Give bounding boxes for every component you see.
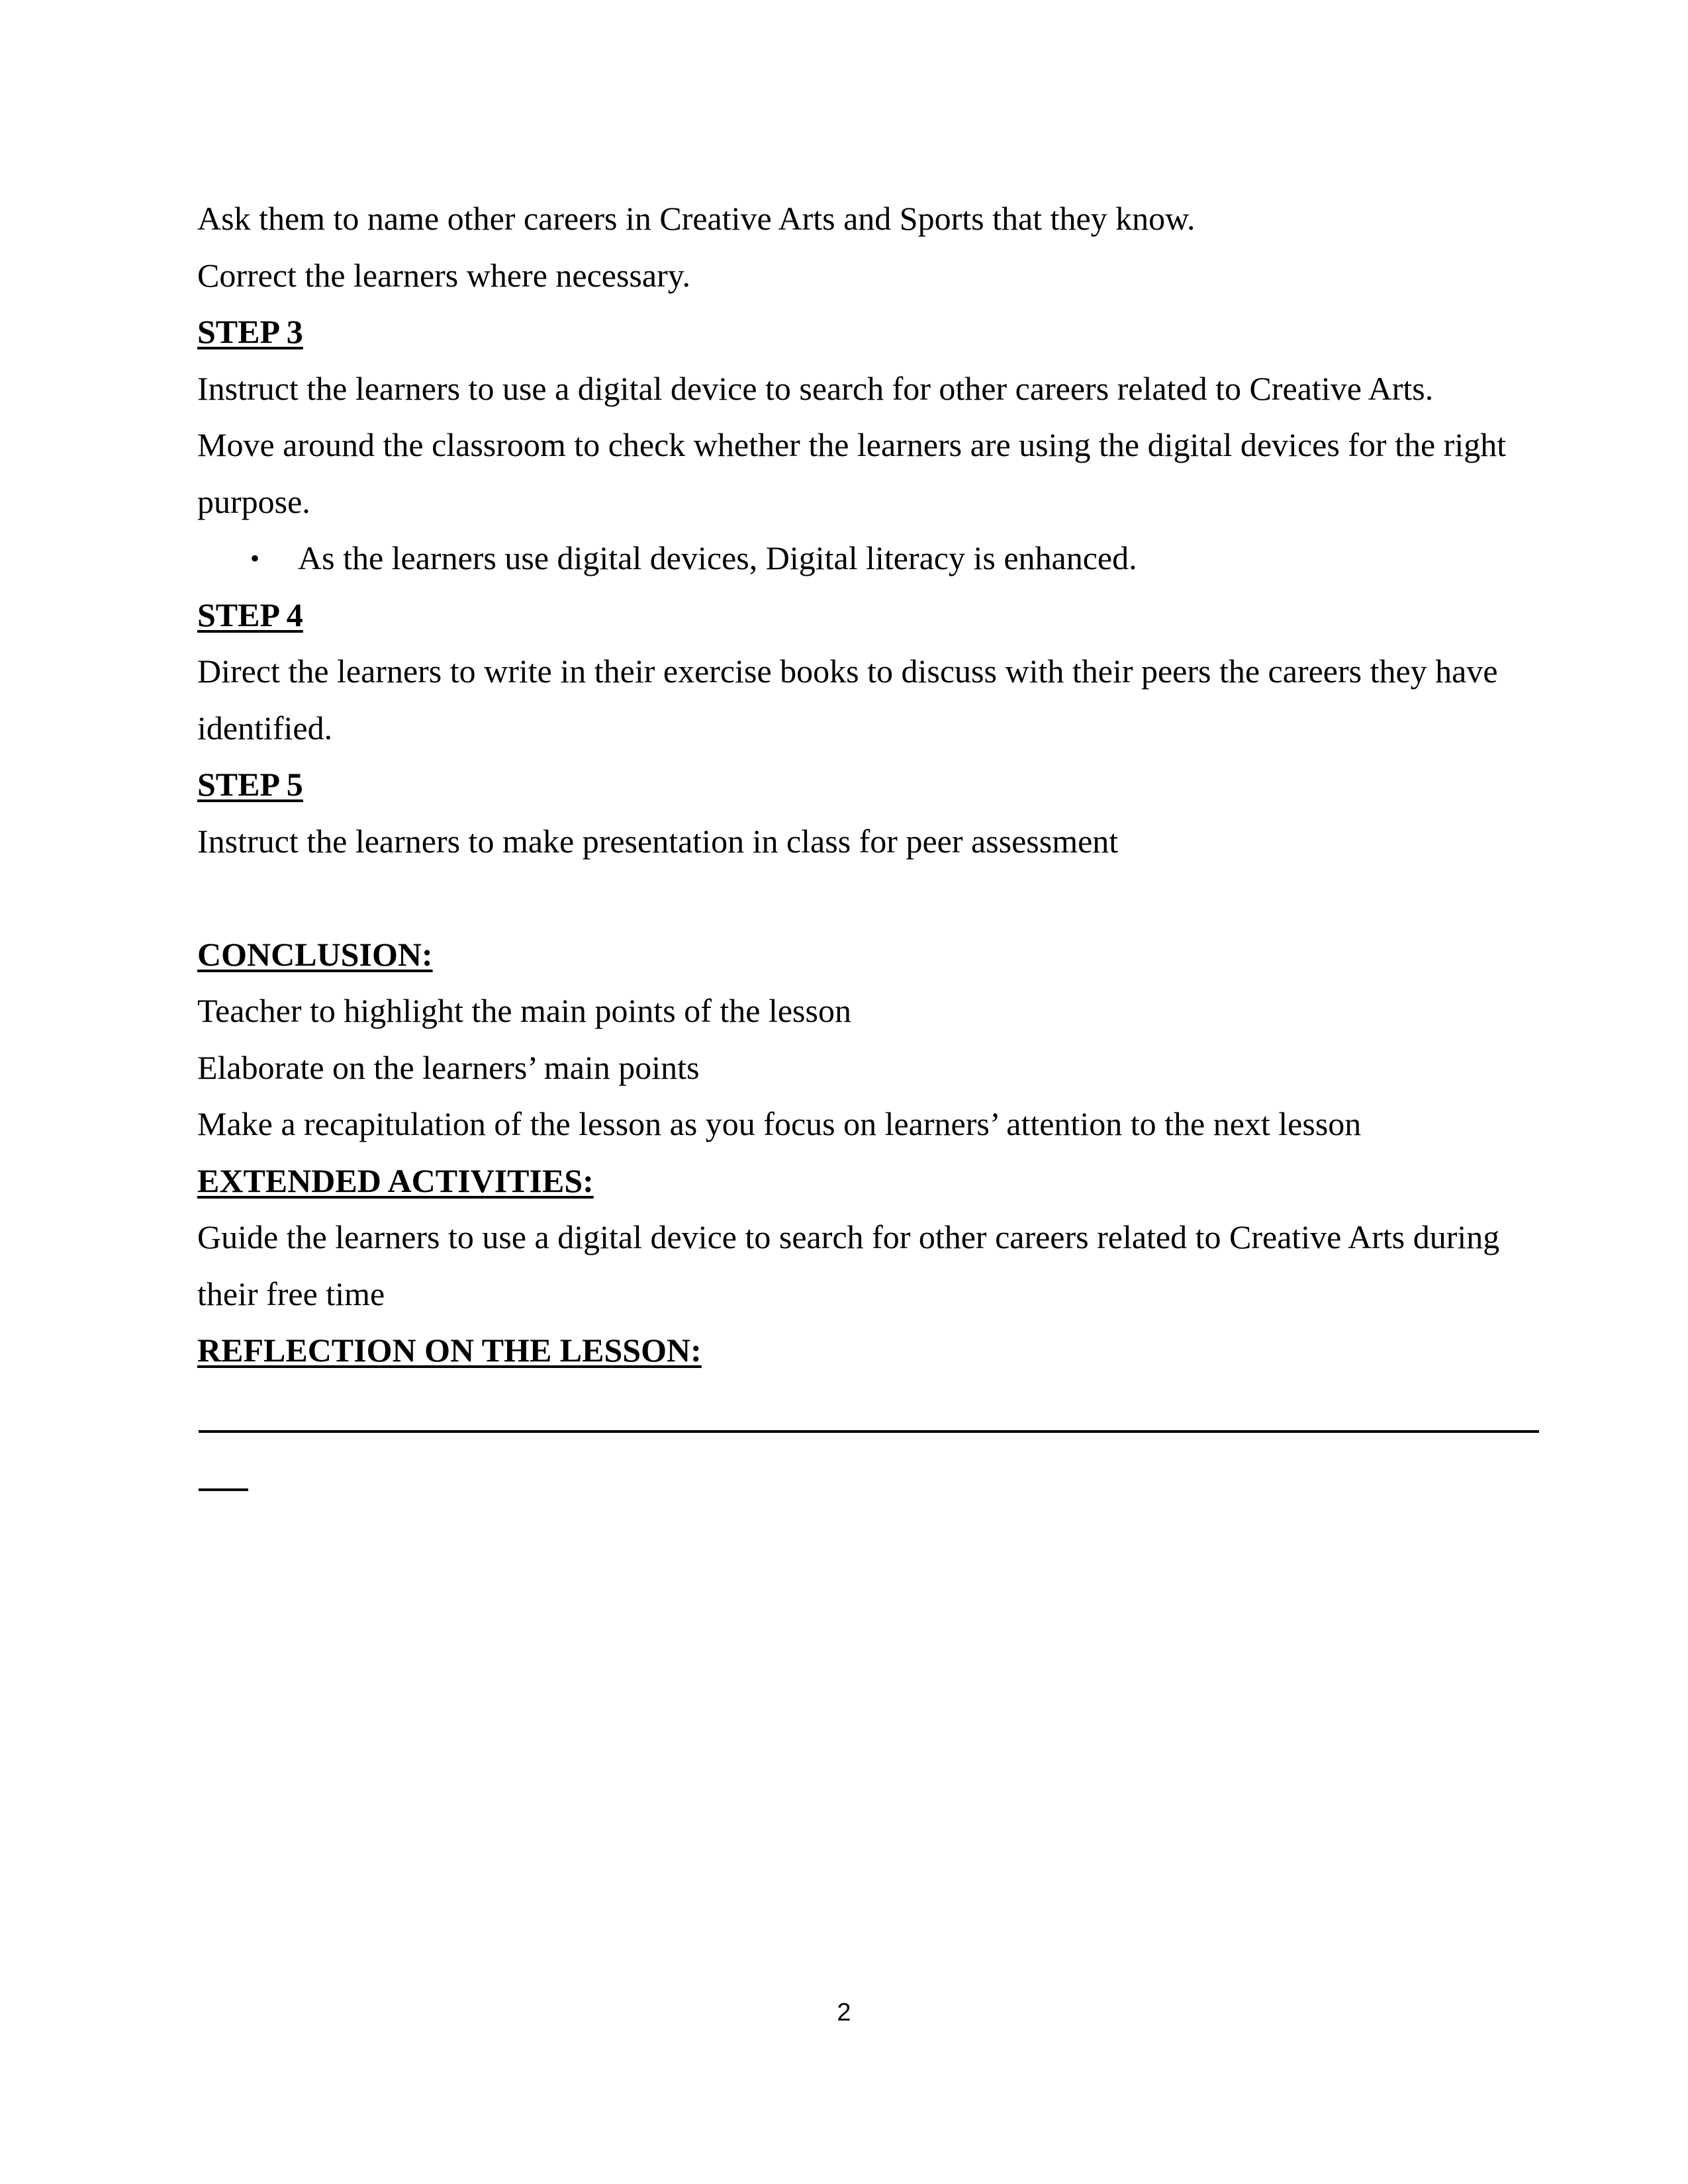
section-step-4 — [197, 587, 1541, 644]
blank-line — [197, 870, 1541, 927]
body-text: Move around the classroom to check whether the learners are using the digital devices for the right — [197, 426, 1507, 463]
body-text: Correct the learners where necessary. — [197, 256, 690, 294]
body-text: Instruct the learners to make presentation in class for peer assessment — [197, 822, 1119, 860]
body-text: Instruct the learners to use a digital device to search for other careers related to Creative Arts. — [197, 369, 1434, 407]
section-heading: REFLECTION ON THE LESSON: — [197, 1332, 702, 1369]
body-text: identified. — [197, 709, 333, 747]
section-heading: STEP 3 — [197, 313, 303, 350]
section-conclusion — [197, 927, 1541, 983]
body-text: Direct the learners to write in their exercise books to discuss with their peers the careers they have — [197, 653, 1498, 690]
section-heading: STEP 5 — [197, 766, 303, 803]
bullet-text: As the learners use digital devices, Digital literacy is enhanced. — [298, 539, 1137, 576]
section-step-3 — [197, 304, 1541, 361]
body-text: Guide the learners to use a digital device to search for other careers related to Creative Arts during — [197, 1218, 1500, 1255]
bullet-list-item — [197, 530, 1541, 587]
body-text: purpose. — [197, 482, 310, 520]
section-heading: STEP 4 — [197, 596, 303, 633]
bullet-icon: • — [250, 543, 260, 573]
page-number: 2 — [837, 1999, 851, 2026]
reflection-answer-line — [199, 1430, 1539, 1433]
section-step-5 — [197, 756, 1541, 813]
section-heading: CONCLUSION: — [197, 935, 433, 973]
section-extended-activities — [197, 1153, 1541, 1210]
body-text: their free time — [197, 1275, 385, 1312]
body-text: Ask them to name other careers in Creative Arts and Sports that they know. — [197, 200, 1196, 237]
body-text: Elaborate on the learners’ main points — [197, 1048, 700, 1086]
body-text: Teacher to highlight the main points of the lesson — [197, 992, 851, 1029]
document-page — [197, 191, 1541, 1379]
reflection-answer-line-short — [199, 1488, 248, 1491]
section-heading: EXTENDED ACTIVITIES: — [197, 1161, 594, 1199]
body-text: Make a recapitulation of the lesson as you focus on learners’ attention to the next lesson — [197, 1105, 1362, 1142]
section-reflection — [197, 1322, 1541, 1379]
